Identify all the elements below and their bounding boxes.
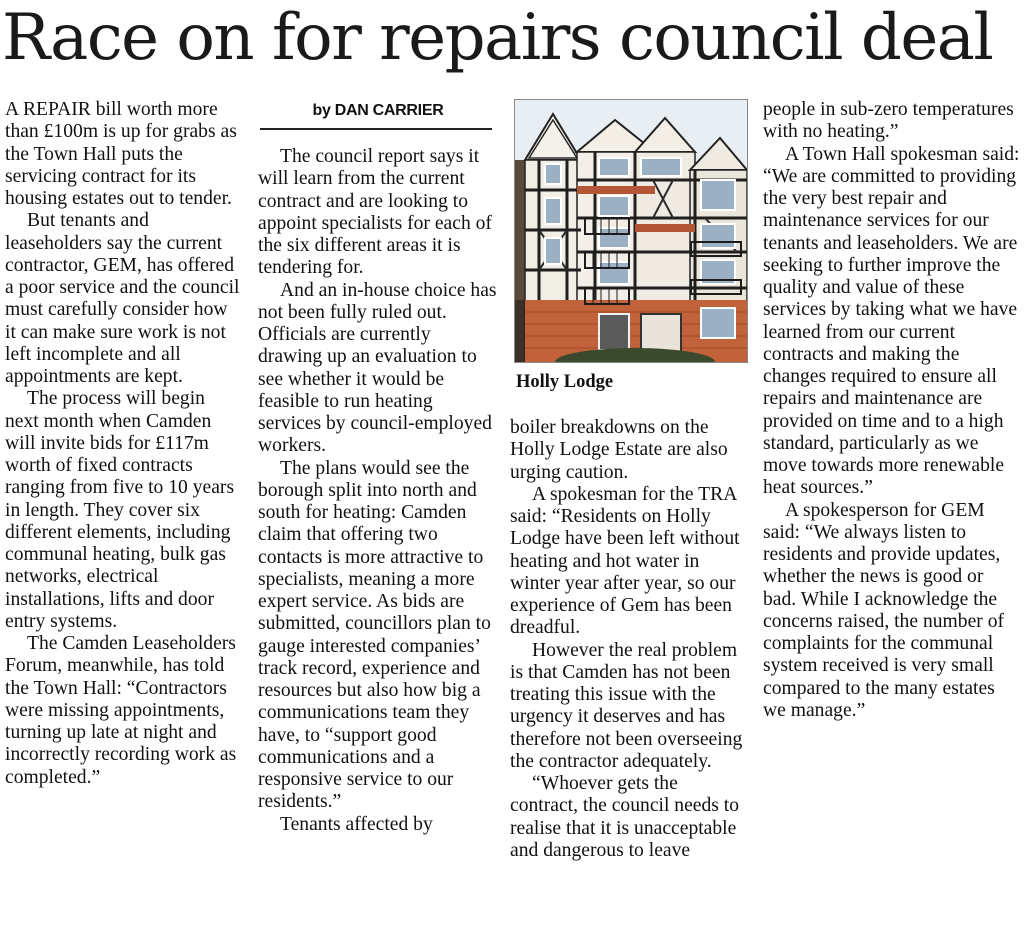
paragraph: The Camden Leaseholders Forum, meanwhile, has told the Town Hall: “Contractors were missing appointments, turning up late at night and incorrectly recording work as completed.” xyxy=(5,633,237,788)
byline: by DAN CARRIER xyxy=(312,102,444,119)
paragraph: But tenants and leaseholders say the current contractor, GEM, has offered a poor service and the council must carefully consider how it can make sure work is not left incomplete and all appointments are kept. xyxy=(5,210,240,387)
byline-divider xyxy=(260,128,492,130)
paragraph: The council report says it will learn from the current contract and are looking to appoint specialists for each of the six different areas it is tendering for. xyxy=(258,146,492,279)
paragraph: Tenants affected by xyxy=(280,813,433,835)
paragraph: And an in-house choice has not been fully ruled out. Officials are currently drawing up an evaluation to see whether it would be feasible to run heating services by council-employed workers. xyxy=(258,279,497,457)
photo-caption: Holly Lodge xyxy=(516,372,614,392)
paragraph: A spokesman for the TRA said: “Residents on Holly Lodge have been left without heating and hot water in winter year after year, so our experience of Gem has been dreadful. xyxy=(510,483,740,639)
caption-spacer xyxy=(510,393,750,417)
paragraph: A REPAIR bill worth more than £100m is up for grabs as the Town Hall puts the servicing contract for its housing estates out to tender. xyxy=(5,99,237,209)
paragraph: people in sub-zero temperatures with no heating.” xyxy=(763,99,1014,143)
article-column-2 xyxy=(258,99,498,836)
house-illustration xyxy=(515,100,747,362)
headline: Race on for repairs council deal xyxy=(2,1,993,75)
paragraph: The plans would see the borough split into north and south for heating: Camden claim that offering two contacts is more attractive to specialists, meaning a more expert service. As bids are submitted, councillors plan to gauge interested companies’ track record, experience and resources but also how big a communications team they have, to “support good communications and a responsive service to our residents.” xyxy=(258,457,491,813)
paragraph: A Town Hall spokesman said: “We are committed to providing the very best repair and maintenance services for our tenants and leaseholders. We are seeking to further improve the quality and value of these services by taking what we have learned from our current contracts and making the changes required to ensure all repairs and maintenance are provided on time and to a high standard, particularly as we move towards more renewable heat sources.” xyxy=(763,143,1020,499)
paragraph: boiler breakdowns on the Holly Lodge Estate are also urging caution. xyxy=(510,417,728,483)
article-column-3 xyxy=(510,99,750,862)
holly-lodge-photo xyxy=(514,99,748,363)
paragraph: “Whoever gets the contract, the council needs to realise that it is unacceptable and dangerous to leave xyxy=(510,773,740,861)
paragraph: The process will begin next month when Camden will invite bids for £117m worth of fixed contracts ranging from five to 10 years in length. They cover six different elements, including communal heating, bulk gas networks, electrical installations, lifts and door entry systems. xyxy=(5,388,235,632)
article-column-1 xyxy=(5,99,241,789)
paragraph: A spokesperson for GEM said: “We always listen to residents and provide updates, whether the news is good or bad. While I acknowledge the concerns raised, the number of complaints for the communal system received is very small compared to the many estates we manage.” xyxy=(763,499,1005,721)
article-column-4 xyxy=(763,99,1021,722)
paragraph: However the real problem is that Camden has not been treating this issue with the urgency it deserves and has therefore not been overseeing the contractor adequately. xyxy=(510,639,743,772)
